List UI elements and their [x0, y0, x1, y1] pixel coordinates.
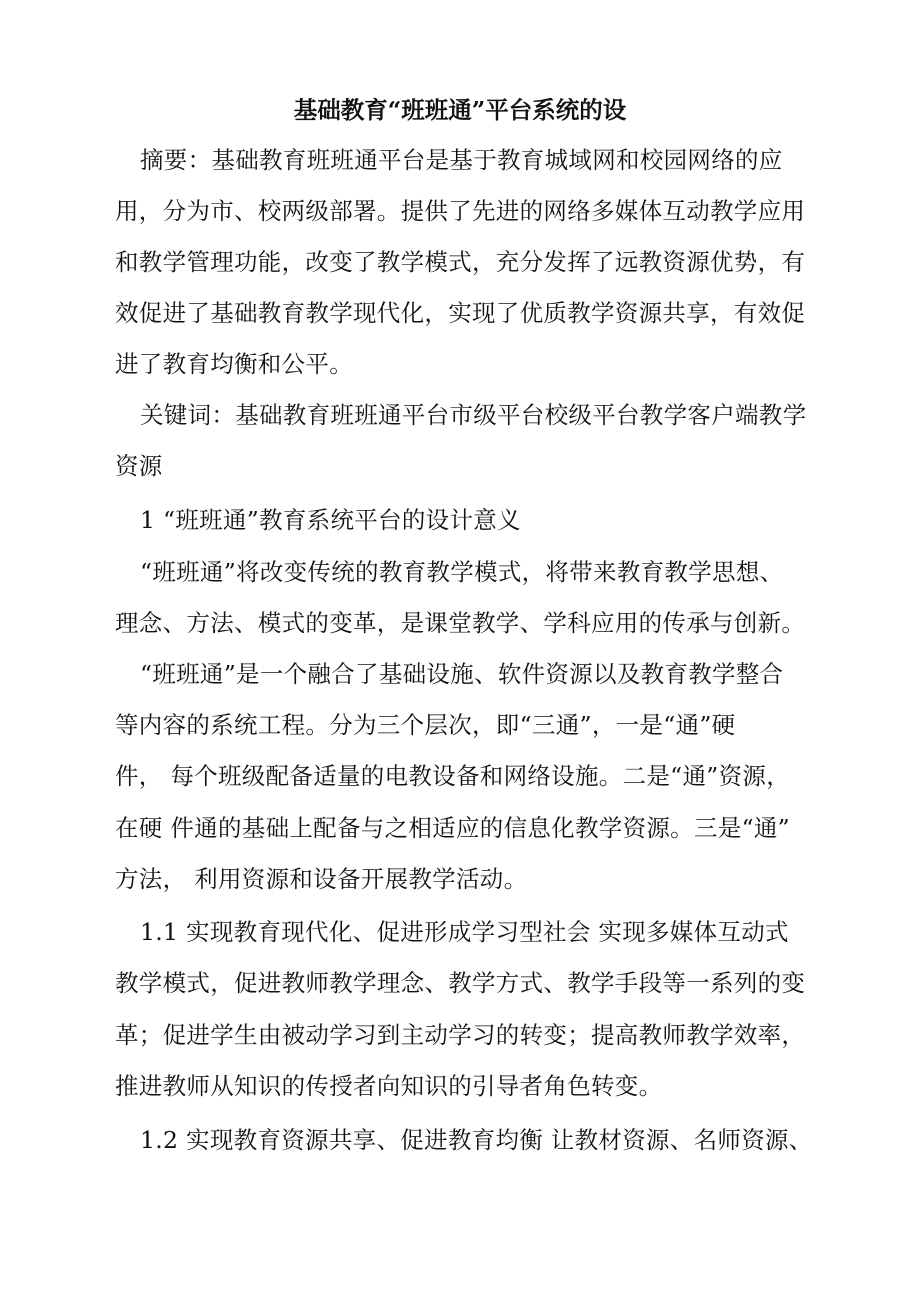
keywords-line: 关键词：基础教育班班通平台市级平台校级平台教学客户端教学 [140, 401, 807, 429]
body-line: “班班通”将改变传统的教育教学模式，将带来教育教学思想、 [140, 558, 784, 586]
abstract-line: 进了教育均衡和公平。 [115, 350, 353, 378]
body-line: 推进教师从知识的传授者向知识的引导者角色转变。 [115, 1072, 663, 1100]
abstract-line: 摘要：基础教育班班通平台是基于教育城域网和校园网络的应 [140, 146, 783, 174]
section-heading: 1 “班班通”教育系统平台的设计意义 [140, 506, 521, 534]
body-line: 在硬 件通的基础上配备与之相适应的信息化教学资源。三是“通” [115, 814, 790, 842]
body-line: 教学模式，促进教师教学理念、教学方式、教学手段等一系列的变 [115, 969, 806, 997]
body-line: 理念、方法、模式的变革，是课堂教学、学科应用的传承与创新。 [115, 609, 806, 637]
abstract-line: 和教学管理功能，改变了教学模式，充分发挥了远教资源优势，有 [115, 248, 806, 276]
body-line: “班班通”是一个融合了基础设施、软件资源以及教育教学整合 [140, 660, 784, 688]
keywords-line: 资源 [115, 452, 163, 480]
body-line: 方法， 利用资源和设备开展教学活动。 [115, 865, 528, 893]
subsection-line: 1.2 实现教育资源共享、促进教育均衡 让教材资源、名师资源、 [140, 1126, 813, 1154]
body-line: 革；促进学生由被动学习到主动学习的转变；提高教师教学效率， [115, 1021, 806, 1049]
body-line: 等内容的系统工程。分为三个层次，即“三通”，一是“通”硬 [115, 711, 736, 739]
body-line: 件， 每个班级配备适量的电教设备和网络设施。二是“通”资源， [115, 762, 790, 790]
abstract-line: 效促进了基础教育教学现代化，实现了优质教学资源共享，有效促 [115, 299, 806, 327]
abstract-line: 用，分为市、校两级部署。提供了先进的网络多媒体互动教学应用 [115, 197, 806, 225]
document-title: 基础教育“班班通”平台系统的设 [293, 96, 627, 124]
subsection-line: 1.1 实现教育现代化、促进形成学习型社会 实现多媒体互动式 [140, 918, 789, 946]
